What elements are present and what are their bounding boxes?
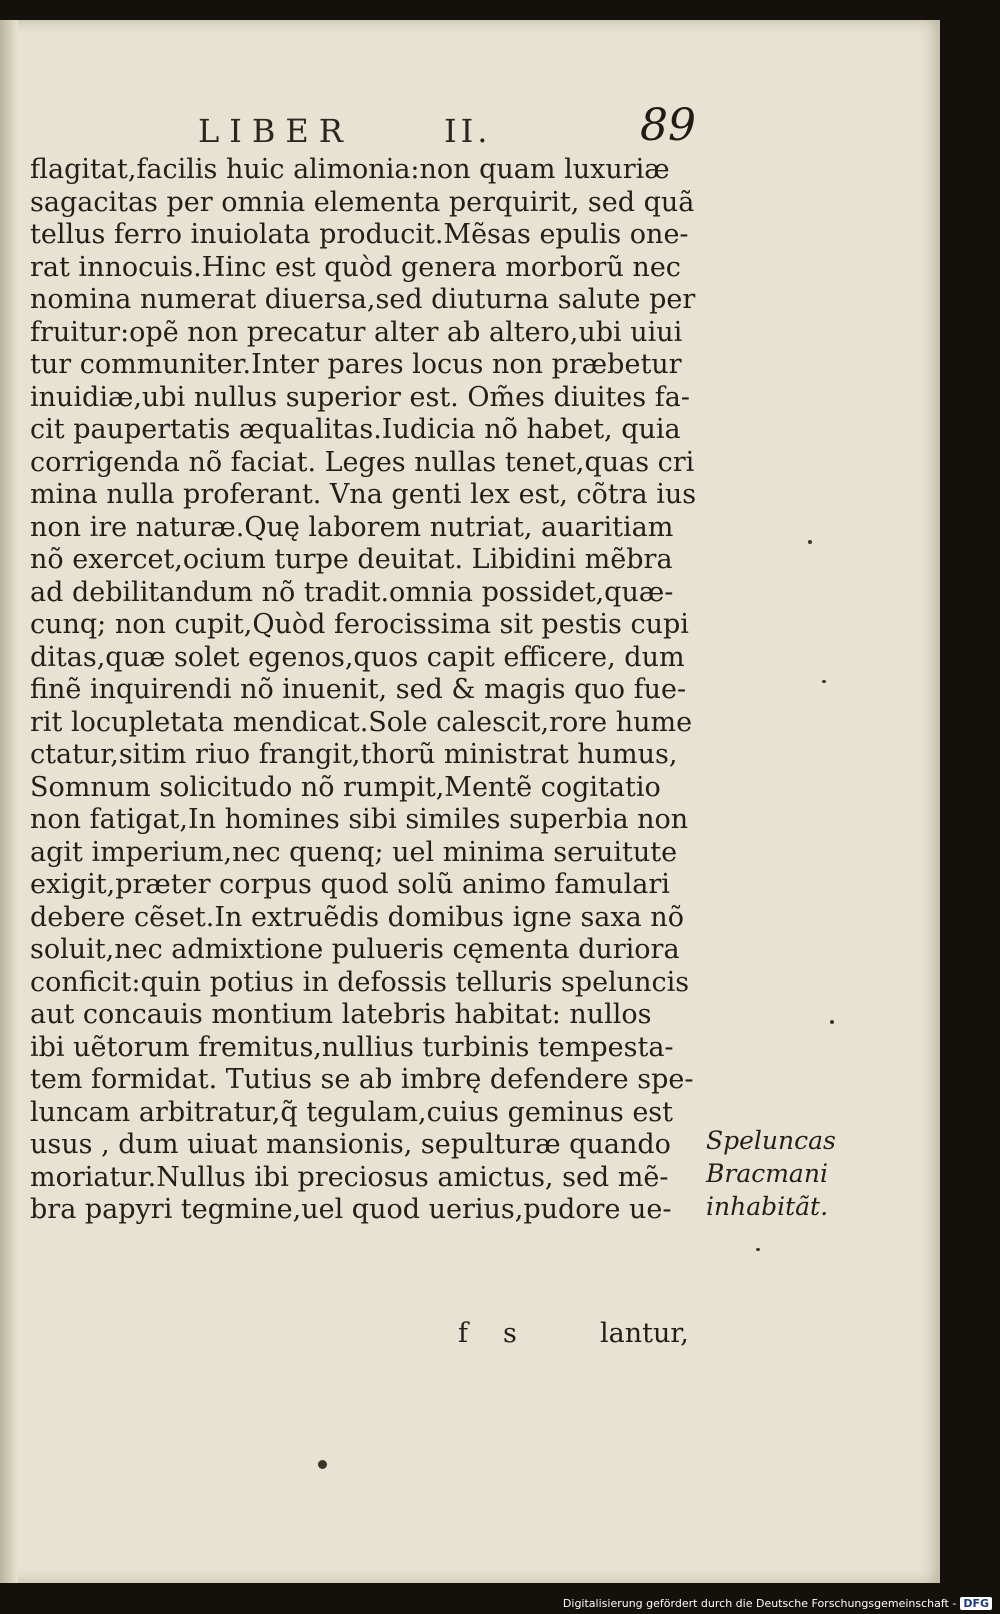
text-line: usus , dum uiuat mansionis, sepulturæ quando	[30, 1129, 671, 1160]
text-line: sagacitas per omnia elementa perquirit, sed quã	[30, 186, 695, 218]
text-line: nõ exercet,ocium turpe deuitat. Libidini mẽbra	[30, 544, 673, 575]
text-line: ditas,quæ solet egenos,quos capit efficere, dum	[30, 641, 685, 673]
ink-speck	[318, 1460, 327, 1469]
ink-speck	[822, 680, 826, 683]
text-line: soluit,nec admixtione pulueris cęmenta duriora	[30, 934, 680, 965]
running-head-book-number: II.	[444, 112, 492, 150]
book-page	[0, 20, 940, 1583]
text-line: Somnum solicitudo nõ rumpit,Mentẽ cogitatio	[30, 771, 661, 803]
digitization-credit	[563, 1597, 992, 1610]
text-line: luncam arbitratur,q̃ tegulam,cuius geminus est	[30, 1096, 674, 1128]
text-line: non fatigat,In homines sibi similes superbia non	[30, 804, 689, 835]
text-line: rat innocuis.Hinc est quòd genera morborũ nec	[30, 251, 681, 283]
text-line: ctatur,sitim riuo frangit,thorũ ministrat humus,	[30, 739, 678, 770]
text-line: bra papyri tegmine,uel quod uerius,pudore ue-	[30, 1194, 672, 1225]
main-text-block	[30, 154, 698, 1227]
text-line: mina nulla proferant. Vna genti lex est, cõtra ius	[30, 479, 697, 510]
catchword: lantur,	[600, 1318, 689, 1349]
text-line: exigit,præter corpus quod solũ animo famulari	[30, 869, 670, 900]
text-line: tur communiter.Inter pares locus non præbetur	[30, 349, 682, 380]
text-line: rit locupletata mendicat.Sole calescit,rore hume	[30, 706, 693, 738]
signature-line	[0, 1318, 700, 1354]
text-line: moriatur.Nullus ibi preciosus amictus, sed mẽ-	[30, 1161, 669, 1193]
ink-speck	[830, 1020, 834, 1024]
text-line: corrigenda nõ faciat. Leges nullas tenet,quas cri	[30, 446, 695, 478]
running-header	[0, 94, 940, 154]
dfg-logo: DFG	[960, 1597, 992, 1610]
text-line: cit paupertatis æqualitas.Iudicia nõ habet, quia	[30, 414, 681, 445]
signature-mark: f	[458, 1318, 468, 1349]
text-line: nomina numerat diuersa,sed diuturna salute per	[30, 284, 696, 315]
text-line: inuidiæ,ubi nullus superior est. Om̃es diuites fa-	[30, 381, 690, 413]
marginal-note-line: Bracmani	[706, 1159, 828, 1188]
ink-speck	[756, 1248, 760, 1251]
text-line: non ire naturæ.Quę laborem nutriat, auaritiam	[30, 511, 674, 543]
signature-mark-secondary: s	[503, 1318, 517, 1349]
running-head-liber: LIBER	[198, 112, 353, 150]
text-line: ad debilitandum nõ tradit.omnia possidet,quæ-	[30, 576, 674, 608]
marginal-note	[706, 1124, 856, 1223]
text-line: flagitat,facilis huic alimonia:non quam luxuriæ	[30, 154, 670, 185]
marginal-note-line: inhabitãt.	[706, 1192, 829, 1221]
text-line: fruitur:opẽ non precatur alter ab altero,ubi uiui	[30, 316, 683, 348]
text-line: aut concauis montium latebris habitat: nullos	[30, 999, 652, 1030]
text-line: tellus ferro inuiolata producit.Mẽsas epulis one-	[30, 219, 689, 250]
text-line: finẽ inquirendi nõ inuenit, sed & magis quo fue-	[30, 674, 687, 705]
credit-text: Digitalisierung gefördert durch die Deutsche Forschungsgemeinschaft -	[562, 1597, 957, 1610]
text-line: conficit:quin potius in defossis telluris speluncis	[30, 966, 690, 998]
text-line: debere cẽset.In extruẽdis domibus igne saxa nõ	[30, 901, 684, 933]
ink-speck	[808, 540, 812, 544]
page-number: 89	[640, 100, 696, 151]
marginal-note-line: Speluncas	[706, 1126, 836, 1155]
text-line: cunq; non cupit,Quòd ferocissima sit pestis cupi	[30, 609, 689, 640]
text-line: agit imperium,nec quenq; uel minima seruitute	[30, 836, 678, 868]
text-line: tem formidat. Tutius se ab imbrę defendere spe-	[30, 1064, 694, 1095]
text-line: ibi uẽtorum fremitus,nullius turbinis tempesta-	[30, 1031, 674, 1063]
